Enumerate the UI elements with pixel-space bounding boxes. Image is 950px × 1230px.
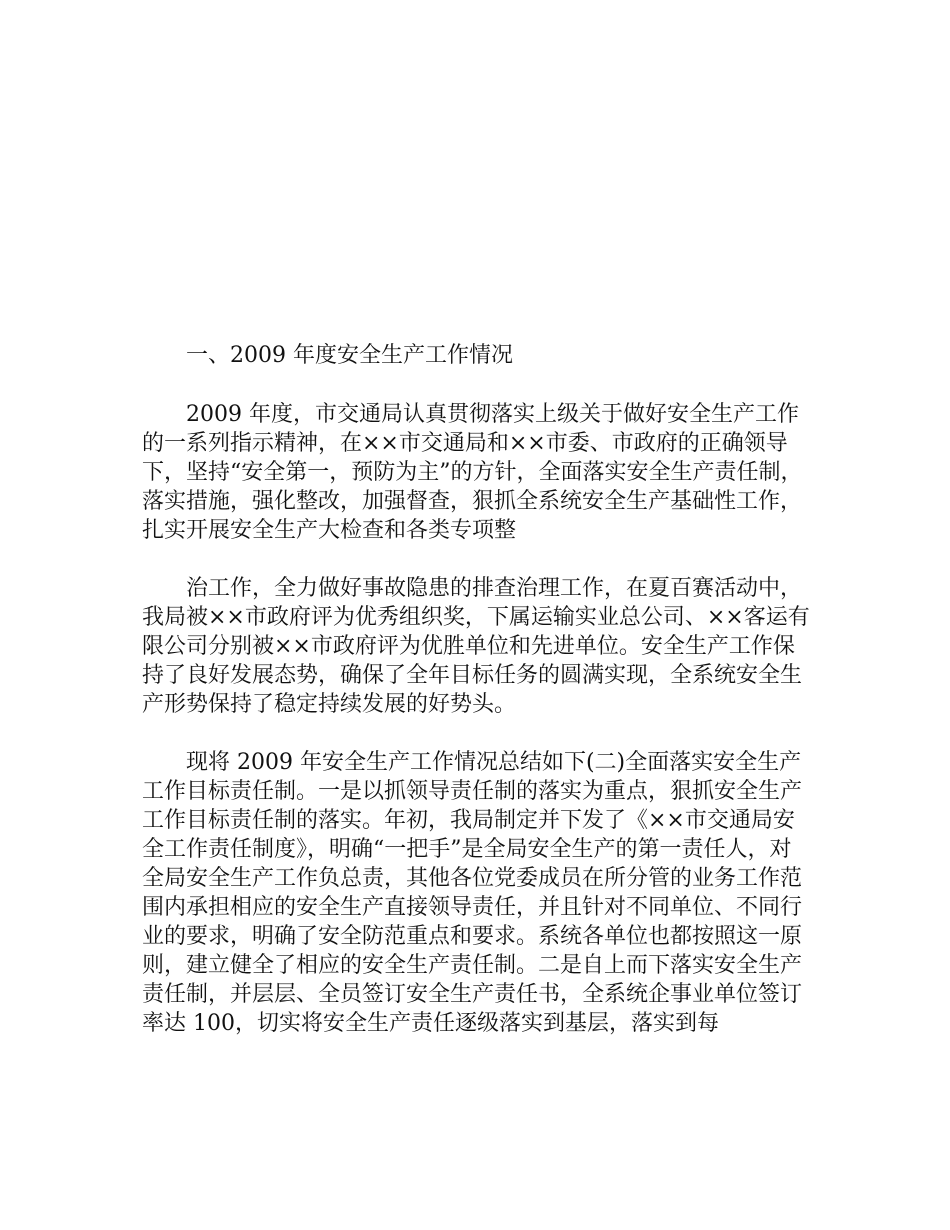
document-body: [142, 341, 812, 1038]
section-heading: 一、2009 年度安全生产工作情况: [142, 343, 513, 368]
paragraph-3: 现将 2009 年安全生产工作情况总结如下(二)全面落实安全生产工作目标责任制。一是以抓领导责任制的落实为重点，狠抓安全生产工作目标责任制的落实。年初，我局制定并下发了《××市交通局安全工作责任制度》，明确“一把手”是全局安全生产的第一责任人，对全局安全生产工作负总责，其他各位党委成员在所分管的业务工作范围内承担相应的安全生产直接领导责任，并且针对不同单位、不同行业的要求，明确了安全防范重点和要求。系统各单位也都按照这一原则，建立健全了相应的安全生产责任制。二是自上而下落实安全生产责任制，并层层、全员签订安全生产责任书，全系统企事业单位签订率达 100，切实将安全生产责任逐级落实到基层，落实到每: [142, 750, 803, 1036]
paragraph-1: 2009 年度，市交通局认真贯彻落实上级关于做好安全生产工作的一系列指示精神，在××市交通局和××市委、市政府的正确领导下，坚持“安全第一，预防为主”的方针，全面落实安全生产责任制，落实措施，强化整改，加强督查，狠抓全系统安全生产基础性工作，扎实开展安全生产大检查和各类专项整: [142, 402, 803, 543]
paragraph-2: 治工作，全力做好事故隐患的排查治理工作，在夏百赛活动中，我局被××市政府评为优秀组织奖，下属运输实业总公司、××客运有限公司分别被××市政府评为优胜单位和先进单位。安全生产工作保持了良好发展态势，确保了全年目标任务的圆满实现，全系统安全生产形势保持了稳定持续发展的好势头。: [142, 576, 810, 717]
